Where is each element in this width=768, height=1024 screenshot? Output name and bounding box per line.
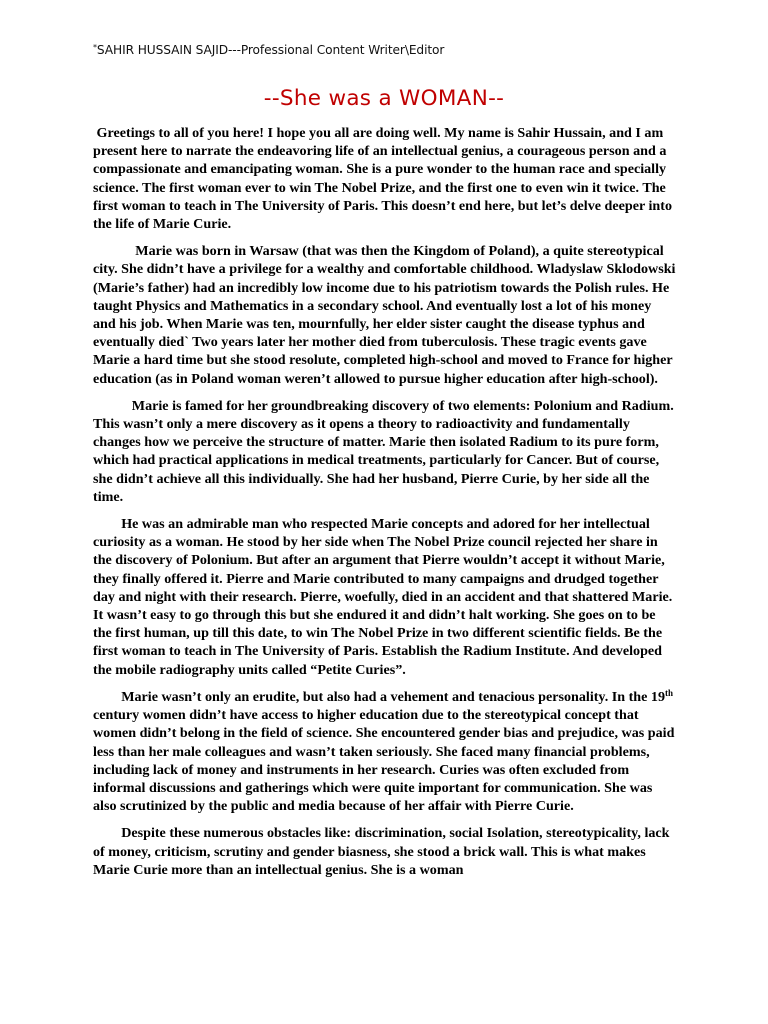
paragraph-indent bbox=[93, 825, 121, 841]
paragraph-text-part1: Marie wasn’t only an erudite, but also had a vehement and tenacious personality. In the 19 bbox=[121, 688, 666, 705]
document-title: --She was a WOMAN-- bbox=[263, 86, 505, 111]
paragraph-childhood bbox=[93, 242, 677, 388]
paragraph-text: Greetings to all of you here! I hope you all are doing well. My name is Sahir Hussain, and I am present here to narrate the endeavoring life of an intellectual genius, a courageous person and a compassionate and emancipating woman. She is a pure wonder to the human race and specially science. The first woman ever to win The Nobel Prize, and the first one to even win it twice. The first woman to teach in The University of Paris. This doesn’t end here, but let’s delve deeper into the life of Marie Curie. bbox=[93, 125, 672, 233]
paragraph-indent bbox=[93, 398, 132, 414]
paragraph-text: Despite these numerous obstacles like: discrimination, social Isolation, stereotypicality, lack of money, criticism, scrutiny and gender biasness, she stood a brick wall. This is what makes Marie Curie more than an intellectual genius. She is a woman bbox=[93, 825, 670, 878]
superscript-th: th bbox=[665, 687, 674, 698]
paragraph-text: He was an admirable man who respected Marie concepts and adored for her intellectual curiosity as a woman. He stood by her side when The Nobel Prize council rejected her share in the discovery of Polonium. But after an argument that Pierre wouldn’t accept it without Marie, they finally offered it. Pierre and Marie contributed to many campaigns and drudged together day and night with their research. Pierre, woefully, died in an accident and that shattered Marie. It wasn’t easy to go through this but she endured it and didn’t halt working. She goes on to be the first human, up till this date, to win The Nobel Prize in two different scientific fields. Be the first woman to teach in The University of Paris. Establish the Radium Institute. And developed the mobile radiography units called “Petite Curies”. bbox=[93, 516, 673, 678]
header-text: SAHIR HUSSAIN SAJID---Professional Content Writer\Editor bbox=[96, 43, 445, 57]
paragraph-text: Marie was born in Warsaw (that was then the Kingdom of Poland), a quite stereotypical city. She didn’t have a privilege for a wealthy and comfortable childhood. Wladyslaw Sklodowski (Marie’s father) had an incredibly low income due to his patriotism towards the Polish rules. He taught Physics and Mathematics in a secondary school. And eventually lost a lot of his money and his job. When Marie was ten, mournfully, her elder sister caught the disease typhus and eventually died` Two years later her mother died from tuberculosis. These tragic events gave Marie a hard time but she stood resolute, completed high-school and moved to France for higher education (as in Poland woman weren’t allowed to pursue higher education after high-school). bbox=[93, 243, 676, 387]
header-mark: * bbox=[93, 43, 97, 52]
paragraph-indent bbox=[93, 689, 121, 705]
document-body bbox=[93, 124, 677, 888]
paragraph-text: Marie is famed for her groundbreaking discovery of two elements: Polonium and Radium. This wasn’t only a mere discovery as it opens a theory to radioactivity and fundamentally changes how we perceive the structure of matter. Marie then isolated Radium to its pure form, which had practical applications in medical treatments, particularly for Cancer. But of course, she didn’t achieve all this individually. She had her husband, Pierre Curie, by her side all the time. bbox=[93, 397, 674, 505]
paragraph-conclusion bbox=[93, 824, 677, 879]
paragraph-indent bbox=[93, 516, 121, 532]
paragraph-text-part2: century women didn’t have access to higher education due to the stereotypical concept that women didn’t belong in the field of science. She encountered gender bias and prejudice, was paid less than her male colleagues and wasn’t taken seriously. She faced many financial problems, including lack of money and instruments in her research. Curies was often excluded from informal discussions and gatherings which were quite important for communication. She was also scrutinized by the public and media because of her affair with Pierre Curie. bbox=[93, 707, 675, 815]
paragraph-discovery bbox=[93, 397, 677, 506]
paragraph-obstacles bbox=[93, 688, 677, 815]
page-header bbox=[93, 43, 444, 57]
paragraph-pierre bbox=[93, 515, 677, 679]
paragraph-intro bbox=[93, 124, 677, 233]
paragraph-indent bbox=[93, 243, 135, 259]
